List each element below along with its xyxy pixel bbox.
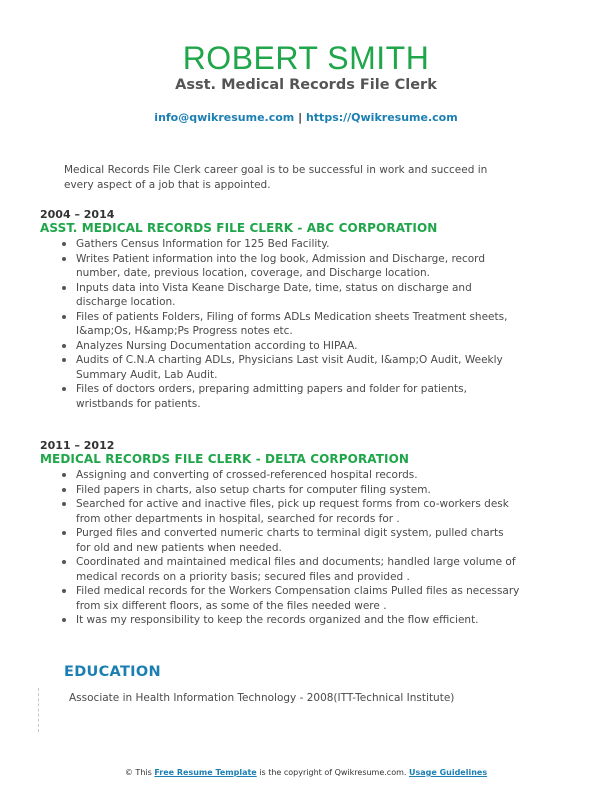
experience-bullet: Analyzes Nursing Documentation according to HIPAA. (60, 339, 520, 354)
experience-bullet: Files of patients Folders, Filing of forms ADLs Medication sheets Treatment sheets, I&amp;Os, H&amp;Ps Progress notes etc. (60, 310, 520, 339)
footer-middle: is the copyright of Qwikresume.com. (256, 768, 409, 777)
experience-bullet: Files of doctors orders, preparing admitting papers and folder for patients, wristbands for patients. (60, 382, 520, 411)
experience-bullet: Filed medical records for the Workers Compensation claims Pulled files as necessary from six different floors, as some of the files needed were . (60, 584, 520, 613)
footer (0, 768, 612, 777)
contact-separator: | (294, 111, 306, 124)
email-link[interactable]: info@qwikresume.com (154, 111, 295, 124)
experience-dates: 2004 – 2014 (40, 208, 115, 221)
experience-bullet: Purged files and converted numeric charts to terminal digit system, pulled charts for old and new patients when needed. (60, 526, 520, 555)
experience-bullet: Filed papers in charts, also setup charts for computer filing system. (60, 483, 520, 498)
experience-bullet: Audits of C.N.A charting ADLs, Physicians Last visit Audit, I&amp;O Audit, Weekly Summary Audit, Lab Audit. (60, 353, 520, 382)
candidate-name: ROBERT SMITH (182, 40, 430, 76)
experience-bullet: Gathers Census Information for 125 Bed Facility. (60, 237, 520, 252)
experience-dates: 2011 – 2012 (40, 439, 115, 452)
job-title: Asst. Medical Records File Clerk (175, 77, 437, 93)
education-divider (38, 688, 39, 732)
experience-bullet-list (60, 468, 520, 628)
education-item: Associate in Health Information Technology - 2008(ITT-Technical Institute) (69, 692, 455, 704)
footer-prefix: © This (124, 768, 155, 777)
experience-bullet: Assigning and converting of crossed-referenced hospital records. (60, 468, 520, 483)
education-heading: EDUCATION (64, 664, 161, 680)
summary-text: Medical Records File Clerk career goal is to be successful in work and succeed in every aspect of a job that is appointed. (64, 164, 488, 191)
experience-bullet: It was my responsibility to keep the records organized and the flow efficient. (60, 613, 520, 628)
contact-line (0, 111, 612, 124)
experience-bullet: Coordinated and maintained medical files and documents; handled large volume of medical records on a priority basis; secured files and provided . (60, 555, 520, 584)
website-link[interactable]: https://Qwikresume.com (305, 111, 458, 124)
usage-guidelines-link[interactable]: Usage Guidelines (408, 768, 488, 777)
experience-bullet: Searched for active and inactive files, pick up request forms from co-workers desk from other departments in hospital, searched for records for . (60, 497, 520, 526)
free-resume-template-link[interactable]: Free Resume Template (154, 768, 257, 777)
experience-title: MEDICAL RECORDS FILE CLERK - DELTA CORPORATION (40, 452, 410, 466)
experience-bullet-list (60, 237, 520, 411)
experience-bullet: Inputs data into Vista Keane Discharge Date, time, status on discharge and discharge location. (60, 281, 520, 310)
experience-title: ASST. MEDICAL RECORDS FILE CLERK - ABC CORPORATION (40, 221, 438, 235)
experience-bullet: Writes Patient information into the log book, Admission and Discharge, record number, date, previous location, coverage, and Discharge location. (60, 252, 520, 281)
